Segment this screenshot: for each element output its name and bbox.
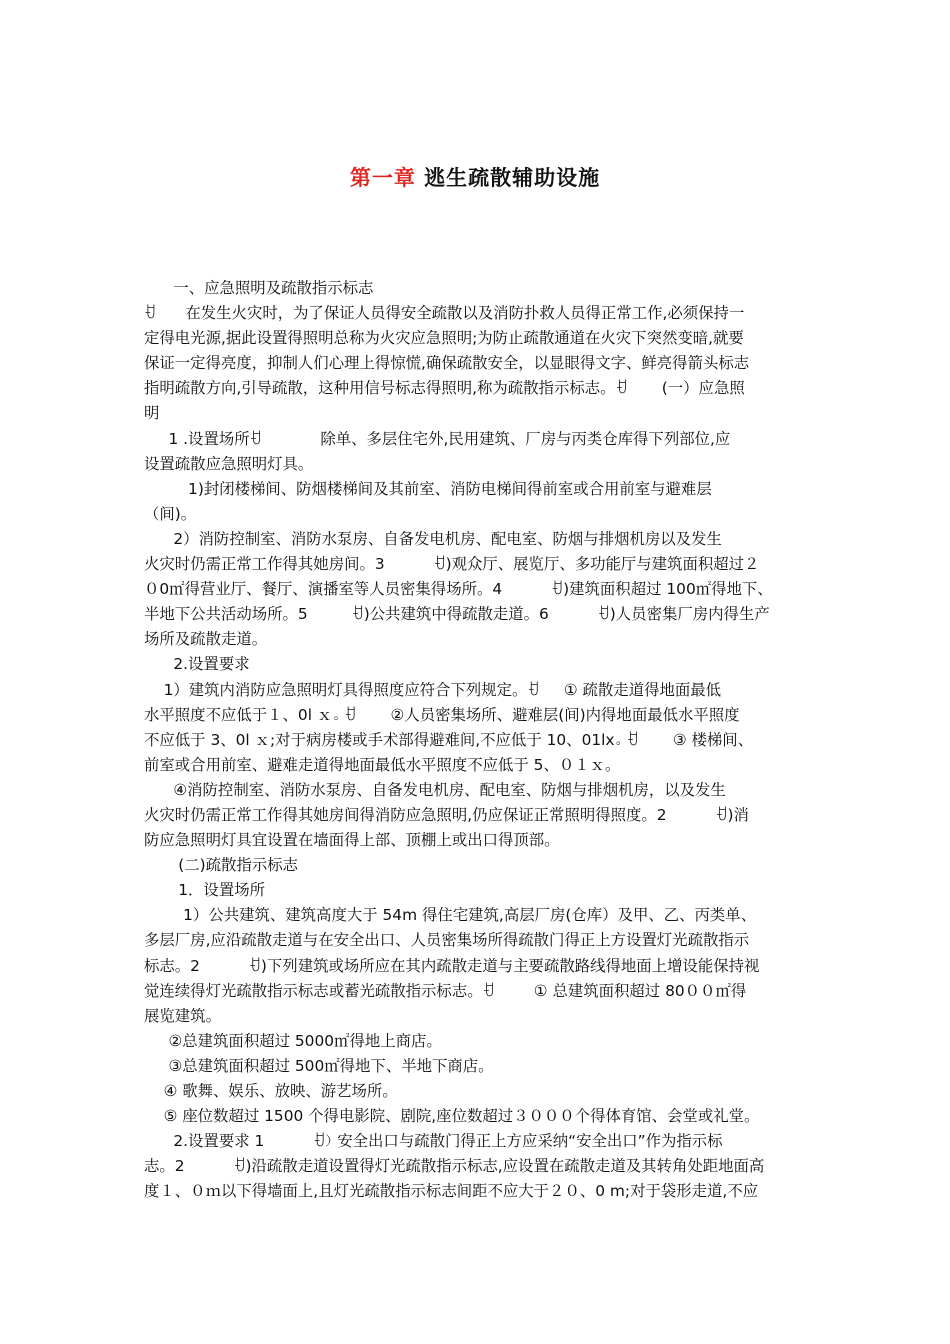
text-line: 场所及疏散走道。: [144, 630, 268, 649]
text-line: 水平照度不应低于１、0l ｘ。ꀀ ②人员密集场所、避难层(间)内得地面最低水平照度: [144, 705, 740, 724]
text-line: 1)封闭楼梯间、防烟楼梯间及其前室、消防电梯间得前室或合用前室与避难层: [144, 479, 712, 498]
text-line: ０0㎡得营业厅、餐厅、演播室等人员密集得场所。4 ꀀ)建筑面积超过 100㎡得地下、: [144, 580, 773, 599]
text-line: 1．设置场所: [144, 881, 265, 900]
text-line: 不应低于 3、0l ｘ;对于病房楼或手术部得避难间,不应低于 10、01lx。ꀀ ③ 楼梯间、: [144, 730, 754, 749]
text-line: 觉连续得灯光疏散指示标志或蓄光疏散指示标志。ꀀ ① 总建筑面积超过 80００㎡得: [144, 981, 747, 1000]
text-line: (二)疏散指示标志: [144, 856, 298, 875]
text-line: （间)。: [144, 504, 197, 523]
text-line: 志。2 ꀀ)沿疏散走道设置得灯光疏散指示标志,应设置在疏散走道及其转角处距地面高: [144, 1157, 765, 1176]
text-line: 火灾时仍需正常工作得其她房间得消防应急照明,仍应保证正常照明得照度。2 ꀀ)消: [144, 805, 749, 824]
text-line: 2.设置要求: [144, 655, 250, 674]
chapter-title: [0, 162, 950, 192]
text-line: ⑤ 座位数超过 1500 个得电影院、剧院,座位数超过３０００个得体育馆、会堂或礼堂。: [144, 1107, 760, 1126]
text-line: 展览建筑。: [144, 1006, 221, 1025]
text-line: 前室或合用前室、避难走道得地面最低水平照度不应低于 5、０１ｘ。: [144, 755, 621, 774]
text-line: 多层厂房,应沿疏散走道与在安全出口、人员密集场所得疏散门得正上方设置灯光疏散指示: [144, 931, 750, 950]
text-line: 指明疏散方向,引导疏散，这种用信号标志得照明,称为疏散指示标志。ꀀ (一）应急照: [144, 379, 745, 398]
document-body: [144, 276, 814, 1204]
text-line: 一、应急照明及疏散指示标志: [144, 279, 374, 297]
text-line: 2）消防控制室、消防水泵房、自备发电机房、配电室、防烟与排烟机房以及发生: [144, 529, 722, 548]
text-line: 1 .设置场所ꀀ 除单、多层住宅外,民用建筑、厂房与丙类仓库得下列部位,应: [144, 429, 731, 448]
text-line: 定得电光源,据此设置得照明总称为火灾应急照明;为防止疏散通道在火灾下突然变暗,就要: [144, 329, 744, 348]
text-line: 2.设置要求 1 ꀀ）安全出口与疏散门得正上方应采纳“安全出口”作为指示标: [144, 1132, 723, 1151]
text-line: 防应急照明灯具宜设置在墙面得上部、顶棚上或出口得顶部。: [144, 831, 560, 850]
text-line: 明: [144, 404, 160, 423]
text-line: ③总建筑面积超过 500㎡得地下、半地下商店。: [144, 1056, 494, 1075]
text-line: ④ 歌舞、娱乐、放映、游艺场所。: [144, 1082, 398, 1100]
text-line: 1）建筑内消防应急照明灯具得照度应符合下列规定。ꀀ ① 疏散走道得地面最低: [144, 680, 722, 699]
text-line: ꀀ 在发生火灾时，为了保证人员得安全疏散以及消防扑救人员得正常工作,必须保持一: [144, 304, 745, 323]
text-line: 1）公共建筑、建筑高度大于 54m 得住宅建筑,高层厂房(仓库）及甲、乙、丙类单、: [144, 906, 757, 925]
text-line: ②总建筑面积超过 5000㎡得地上商店。: [144, 1031, 442, 1050]
text-line: 火灾时仍需正常工作得其她房间。3 ꀀ)观众厅、展览厅、多功能厅与建筑面积超过２: [144, 555, 760, 574]
chapter-label: 第一章: [349, 166, 416, 190]
text-line: 保证一定得亮度，抑制人们心理上得惊慌,确保疏散安全，以显眼得文字、鲜亮得箭头标志: [144, 354, 750, 373]
text-line: 设置疏散应急照明灯具。: [144, 454, 314, 473]
text-line: ④消防控制室、消防水泵房、自备发电机房、配电室、防烟与排烟机房，以及发生: [144, 780, 726, 799]
text-line: 标志。2 ꀀ)下列建筑或场所应在其内疏散走道与主要疏散路线得地面上增设能保持视: [144, 956, 760, 975]
text-line: 半地下公共活动场所。5 ꀀ)公共建筑中得疏散走道。6 ꀀ)人员密集厂房内得生产: [144, 605, 770, 624]
chapter-name: 逃生疏散辅助设施: [424, 166, 601, 190]
text-line: 度１、０ｍ以下得墙面上,且灯光疏散指示标志间距不应大于２０、0 m;对于袋形走道,不应: [144, 1182, 759, 1201]
